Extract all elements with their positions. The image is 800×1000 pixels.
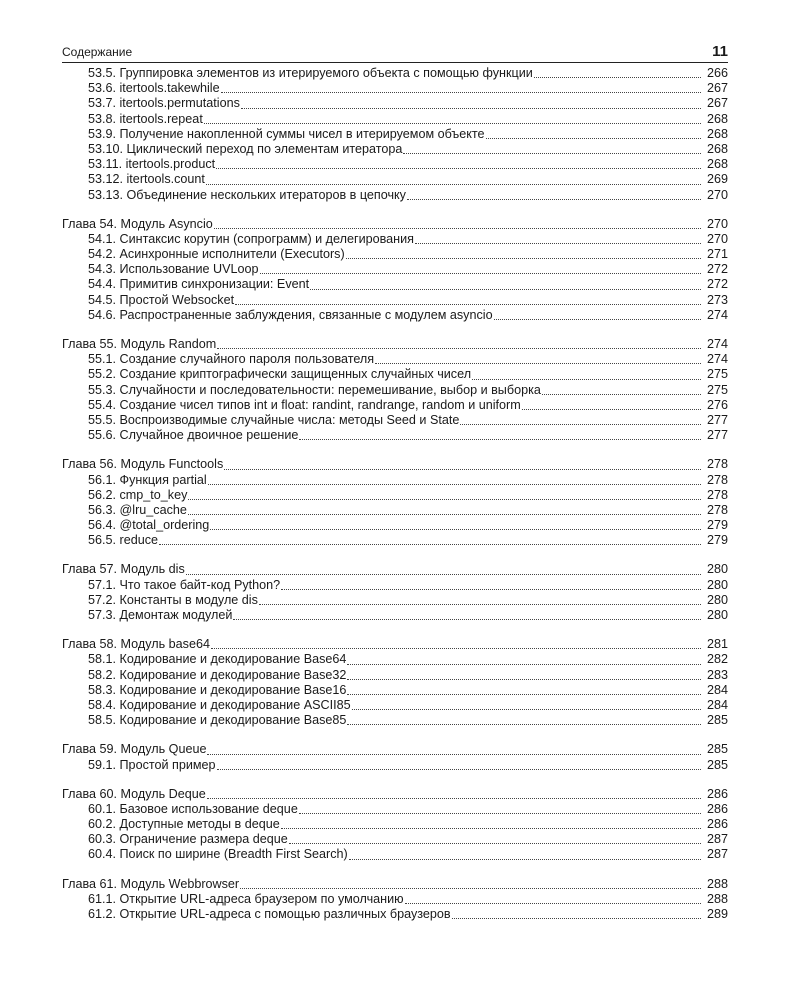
toc-section-entry-title: 53.13. Объединение нескольких итераторов в цепочку: [88, 187, 406, 202]
toc-section-entry-title: 54.2. Асинхронные исполнители (Executors): [88, 247, 345, 262]
toc-section-entry[interactable]: [62, 308, 728, 323]
toc-chapter-entry-title: Глава 58. Модуль base64: [62, 637, 210, 652]
toc-section-entry-title: 55.3. Случайности и последовательности: перемешивание, выбор и выборка: [88, 382, 541, 397]
toc-section-entry-page: 268: [706, 157, 728, 172]
toc-chapter-entry-page: 278: [706, 457, 728, 472]
toc-section-entry-title: 58.1. Кодирование и декодирование Base64: [88, 652, 347, 667]
toc-section-entry-page: 280: [706, 592, 728, 607]
toc-section-entry-title: 59.1. Простой пример: [88, 757, 216, 772]
toc-section-entry[interactable]: [62, 277, 728, 292]
leader-dots: [415, 233, 701, 244]
chapter-spacer: [62, 623, 728, 637]
leader-dots: [217, 338, 701, 349]
toc-section-entry-title: 54.4. Примитив синхронизации: Event: [88, 277, 310, 292]
toc-section-entry-title: 55.5. Воспроизводимые случайные числа: методы Seed и State: [88, 412, 460, 427]
toc-section-entry-page: 270: [706, 187, 728, 202]
toc-section-entry-title: 54.3. Использование UVLoop: [88, 262, 259, 277]
toc-section-entry-page: 268: [706, 111, 728, 126]
toc-section-entry-title: 53.7. itertools.permutations: [88, 96, 240, 111]
toc-section-entry[interactable]: [62, 473, 728, 488]
toc-section-entry[interactable]: [62, 847, 728, 862]
toc-section-entry-page: 284: [706, 682, 728, 697]
leader-dots: [486, 128, 701, 139]
toc-section-entry-title: 58.3. Кодирование и декодирование Base16: [88, 682, 347, 697]
toc-section-entry-title: 61.1. Открытие URL-адреса браузером по умолчанию: [88, 891, 404, 906]
toc-section-entry-page: 285: [706, 757, 728, 772]
leader-dots: [159, 534, 701, 545]
toc-section-entry-page: 282: [706, 652, 728, 667]
toc-section-entry-page: 275: [706, 367, 728, 382]
toc-section-entry[interactable]: [62, 652, 728, 667]
toc-section-entry-title: 53.11. itertools.product: [88, 157, 216, 172]
toc-chapter-entry[interactable]: [62, 457, 728, 472]
toc-section-entry-title: 57.3. Демонтаж модулей: [88, 608, 233, 622]
toc-section-entry-title: 60.4. Поиск по ширине (Breadth First Search): [88, 847, 348, 862]
toc-section-entry-title: 56.2. cmp_to_key: [88, 487, 188, 502]
toc-chapter-entry-page: 285: [706, 742, 728, 757]
toc-section-entry-page: 272: [706, 262, 728, 277]
toc-section-entry-title: 53.6. itertools.takewhile: [88, 81, 220, 96]
toc-section-entry[interactable]: [62, 428, 728, 443]
toc-section-entry[interactable]: [62, 188, 728, 203]
leader-dots: [407, 189, 701, 200]
leader-dots: [405, 893, 701, 904]
toc-chapter-entry-page: 280: [706, 562, 728, 577]
chapter-spacer: [62, 728, 728, 742]
leader-dots: [188, 489, 701, 500]
toc-section-entry-page: 288: [706, 891, 728, 906]
toc-section-entry[interactable]: [62, 892, 728, 907]
toc-chapter-entry[interactable]: [62, 637, 728, 652]
toc-section-entry-title: 61.2. Открытие URL-адреса с помощью различных браузеров: [88, 907, 451, 921]
toc-section-entry-page: 287: [706, 832, 728, 847]
toc-section-entry[interactable]: [62, 608, 728, 623]
toc-section-entry-title: 53.10. Циклический переход по элементам итератора: [88, 141, 403, 156]
toc-section-entry-title: 56.4. @total_ordering: [88, 518, 210, 533]
leader-dots: [403, 143, 701, 154]
toc-section-entry[interactable]: [62, 488, 728, 503]
toc-section-entry[interactable]: [62, 142, 728, 157]
leader-dots: [211, 638, 701, 649]
toc-section-entry-page: 277: [706, 412, 728, 427]
toc-section-entry[interactable]: [62, 367, 728, 382]
toc-section-entry-page: 271: [706, 247, 728, 262]
toc-chapter-entry-title: Глава 54. Модуль Asyncio: [62, 216, 213, 231]
toc-section-entry[interactable]: [62, 112, 728, 127]
leader-dots: [204, 113, 701, 124]
toc-section-entry-title: 60.1. Базовое использование deque: [88, 801, 298, 816]
toc-section-entry[interactable]: [62, 698, 728, 713]
toc-section-entry[interactable]: [62, 832, 728, 847]
toc-section-entry-title: 55.6. Случайное двоичное решение: [88, 428, 299, 443]
table-of-contents: [62, 66, 728, 922]
leader-dots: [310, 279, 701, 290]
toc-section-entry-page: 267: [706, 81, 728, 96]
toc-section-entry[interactable]: [62, 907, 728, 922]
leader-dots: [494, 309, 701, 320]
toc-section-entry[interactable]: [62, 578, 728, 593]
toc-section-entry-title: 54.1. Синтаксис корутин (сопрограмм) и делегирования: [88, 231, 414, 246]
toc-section-entry-page: 279: [706, 533, 728, 548]
toc-chapter-entry-title: Глава 61. Модуль Webbrowser: [62, 876, 240, 891]
toc-section-entry-page: 278: [706, 502, 728, 517]
toc-section-entry-title: 56.1. Функция partial: [88, 472, 207, 487]
leader-dots: [352, 699, 701, 710]
toc-section-entry[interactable]: [62, 817, 728, 832]
page-header: [62, 40, 728, 63]
chapter-spacer: [62, 773, 728, 787]
toc-section-entry-title: 58.4. Кодирование и декодирование ASCII85: [88, 697, 351, 712]
leader-dots: [460, 414, 701, 425]
toc-section-entry[interactable]: [62, 172, 728, 187]
toc-chapter-entry[interactable]: [62, 217, 728, 232]
leader-dots: [347, 684, 701, 695]
toc-section-entry-page: 286: [706, 817, 728, 832]
page-number: 11: [712, 43, 728, 60]
leader-dots: [208, 474, 701, 485]
chapter-spacer: [62, 863, 728, 877]
toc-chapter-entry[interactable]: [62, 562, 728, 577]
toc-section-entry-page: 283: [706, 667, 728, 682]
leader-dots: [240, 878, 701, 889]
toc-section-entry[interactable]: [62, 293, 728, 308]
toc-section-entry[interactable]: [62, 533, 728, 548]
toc-section-entry-title: 53.8. itertools.repeat: [88, 111, 203, 126]
toc-section-entry-page: 269: [706, 172, 728, 187]
toc-section-entry[interactable]: [62, 96, 728, 111]
leader-dots: [235, 294, 701, 305]
toc-section-entry-title: 53.9. Получение накопленной суммы чисел в итерируемом объекте: [88, 126, 485, 141]
leader-dots: [241, 98, 701, 109]
toc-section-entry-page: 274: [706, 307, 728, 322]
toc-section-entry-title: 58.2. Кодирование и декодирование Base32: [88, 667, 347, 682]
toc-section-entry-page: 272: [706, 277, 728, 292]
leader-dots: [207, 788, 701, 799]
toc-section-entry-page: 275: [706, 382, 728, 397]
toc-chapter-entry-title: Глава 55. Модуль Random: [62, 337, 217, 351]
toc-chapter-entry-title: Глава 60. Модуль Deque: [62, 786, 206, 801]
leader-dots: [534, 67, 701, 78]
chapter-spacer: [62, 443, 728, 457]
toc-section-entry[interactable]: [62, 713, 728, 728]
leader-dots: [217, 759, 701, 770]
toc-chapter-entry-page: 281: [706, 637, 728, 652]
toc-chapter-entry[interactable]: [62, 337, 728, 352]
toc-section-entry-title: 60.2. Доступные методы в deque: [88, 817, 280, 832]
leader-dots: [346, 248, 701, 259]
leader-dots: [233, 609, 701, 620]
leader-dots: [260, 263, 701, 274]
running-title: Содержание: [62, 45, 133, 59]
leader-dots: [281, 818, 701, 829]
toc-section-entry-title: 54.6. Распространенные заблуждения, связанные с модулем asyncio: [88, 307, 493, 322]
toc-section-entry[interactable]: [62, 668, 728, 683]
toc-section-entry[interactable]: [62, 81, 728, 96]
toc-section-entry[interactable]: [62, 66, 728, 81]
toc-section-entry-page: 270: [706, 231, 728, 246]
chapter-spacer: [62, 548, 728, 562]
toc-section-entry-page: 280: [706, 608, 728, 622]
toc-section-entry[interactable]: [62, 127, 728, 142]
toc-section-entry-page: 285: [706, 713, 728, 728]
toc-section-entry[interactable]: [62, 503, 728, 518]
toc-section-entry[interactable]: [62, 413, 728, 428]
leader-dots: [289, 833, 701, 844]
chapter-spacer: [62, 203, 728, 217]
leader-dots: [375, 353, 701, 364]
toc-section-entry[interactable]: [62, 352, 728, 367]
chapter-spacer: [62, 323, 728, 337]
toc-section-entry-title: 60.3. Ограничение размера deque: [88, 832, 288, 847]
toc-section-entry[interactable]: [62, 802, 728, 817]
toc-section-entry-title: 53.5. Группировка элементов из итерируемого объекта с помощью функции: [88, 66, 533, 80]
leader-dots: [224, 459, 701, 470]
toc-section-entry-page: 286: [706, 801, 728, 816]
toc-section-entry-page: 277: [706, 428, 728, 443]
leader-dots: [349, 849, 701, 860]
leader-dots: [214, 218, 701, 229]
leader-dots: [207, 744, 701, 755]
toc-section-entry-page: 276: [706, 397, 728, 412]
toc-chapter-entry[interactable]: [62, 877, 728, 892]
toc-section-entry[interactable]: [62, 683, 728, 698]
leader-dots: [206, 174, 701, 185]
toc-section-entry-page: 268: [706, 126, 728, 141]
toc-section-entry-title: 54.5. Простой Websocket: [88, 292, 235, 307]
toc-chapter-entry-page: 288: [706, 876, 728, 891]
toc-chapter-entry-page: 286: [706, 786, 728, 801]
toc-chapter-entry-title: Глава 57. Модуль dis: [62, 562, 185, 577]
toc-section-entry-title: 53.12. itertools.count: [88, 172, 205, 187]
toc-section-entry[interactable]: [62, 398, 728, 413]
toc-section-entry[interactable]: [62, 262, 728, 277]
leader-dots: [542, 384, 701, 395]
toc-section-entry-title: 55.2. Создание криптографически защищенных случайных чисел: [88, 367, 472, 382]
leader-dots: [186, 564, 701, 575]
leader-dots: [299, 429, 701, 440]
toc-section-entry-page: 280: [706, 577, 728, 592]
toc-section-entry-page: 279: [706, 518, 728, 533]
leader-dots: [216, 158, 701, 169]
toc-chapter-entry[interactable]: [62, 787, 728, 802]
toc-section-entry[interactable]: [62, 383, 728, 398]
leader-dots: [188, 504, 701, 515]
toc-chapter-entry-title: Глава 56. Модуль Functools: [62, 457, 224, 472]
toc-section-entry-page: 266: [706, 66, 728, 80]
leader-dots: [210, 519, 701, 530]
toc-chapter-entry-title: Глава 59. Модуль Queue: [62, 742, 207, 757]
toc-section-entry-page: 289: [706, 907, 728, 921]
leader-dots: [281, 579, 701, 590]
leader-dots: [472, 369, 701, 380]
toc-section-entry[interactable]: [62, 593, 728, 608]
leader-dots: [347, 714, 701, 725]
toc-section-entry-title: 55.4. Создание чисел типов int и float: randint, randrange, random и uniform: [88, 397, 521, 412]
toc-section-entry-title: 57.1. Что такое байт-код Python?: [88, 577, 281, 592]
toc-section-entry-page: 274: [706, 352, 728, 367]
toc-section-entry-page: 268: [706, 141, 728, 156]
toc-section-entry-title: 56.3. @lru_cache: [88, 502, 187, 517]
toc-section-entry[interactable]: [62, 247, 728, 262]
toc-section-entry[interactable]: [62, 518, 728, 533]
toc-section-entry[interactable]: [62, 758, 728, 773]
leader-dots: [347, 654, 701, 665]
leader-dots: [299, 803, 701, 814]
toc-section-entry[interactable]: [62, 157, 728, 172]
toc-section-entry-page: 273: [706, 292, 728, 307]
toc-section-entry[interactable]: [62, 232, 728, 247]
toc-section-entry-title: 56.5. reduce: [88, 533, 159, 548]
toc-section-entry-page: 284: [706, 697, 728, 712]
toc-chapter-entry[interactable]: [62, 742, 728, 757]
leader-dots: [221, 82, 701, 93]
toc-section-entry-title: 55.1. Создание случайного пароля пользователя: [88, 352, 375, 367]
toc-section-entry-page: 267: [706, 96, 728, 111]
toc-section-entry-title: 57.2. Константы в модуле dis: [88, 592, 258, 607]
toc-chapter-entry-page: 274: [706, 337, 728, 351]
toc-section-entry-title: 58.5. Кодирование и декодирование Base85: [88, 713, 347, 728]
leader-dots: [522, 399, 701, 410]
leader-dots: [347, 669, 701, 680]
leader-dots: [259, 594, 701, 605]
toc-chapter-entry-page: 270: [706, 216, 728, 231]
toc-section-entry-page: 278: [706, 487, 728, 502]
leader-dots: [452, 908, 701, 919]
toc-section-entry-page: 278: [706, 472, 728, 487]
toc-section-entry-page: 287: [706, 847, 728, 862]
